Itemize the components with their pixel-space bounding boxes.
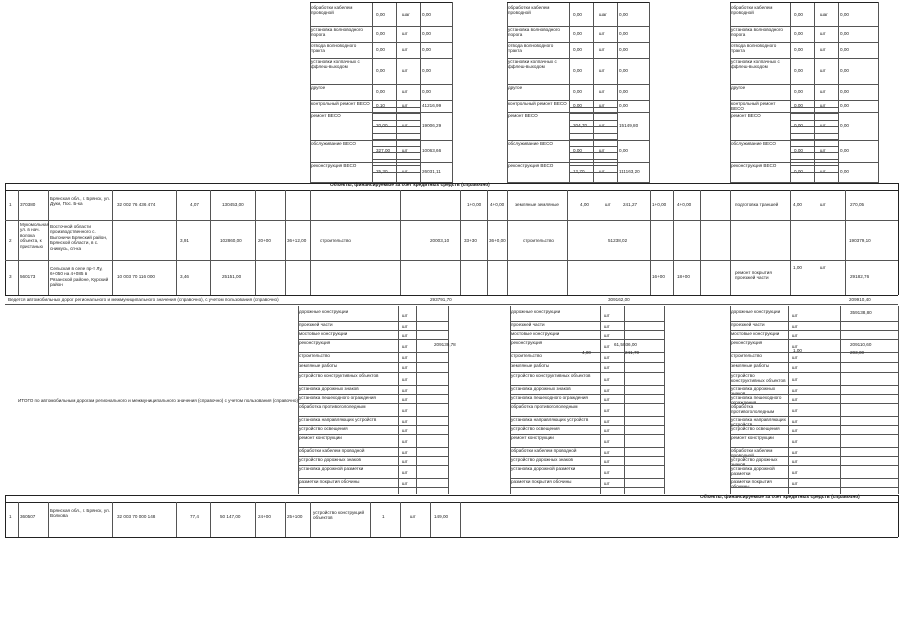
row-label: установки колпачных с ффлеш-выходом xyxy=(731,59,780,70)
row-code: 360507 xyxy=(20,514,36,519)
row-unit: шт xyxy=(792,407,798,413)
row-label: устройство освещения xyxy=(511,426,560,431)
row-unit: шт xyxy=(605,202,611,207)
row-unit: шт xyxy=(599,169,605,174)
row-km-end-2: 18+00 xyxy=(677,274,690,279)
row-unit: шт xyxy=(599,148,605,153)
row-value: 0,00 xyxy=(376,68,385,73)
row-km-end-2: 36+0,00 xyxy=(489,238,506,243)
row-value: 0,00 xyxy=(794,148,803,153)
mid-col3-d: 203,00 xyxy=(850,350,865,355)
mid-left-label: ИТОГО по автомобильным дорогам регионального и межмуниципального значения (справочно) с учетом пользования (справочно) xyxy=(18,398,298,403)
row-address: Брянская обл., г. Брянск, ул. Волкова xyxy=(50,508,110,519)
row-amount: 0,00 xyxy=(619,12,628,17)
row-value: 204,70 xyxy=(573,123,588,128)
row-unit: шт xyxy=(599,68,605,73)
row-unit-2: шт xyxy=(820,265,826,270)
row-qty-2: 1,00 xyxy=(793,265,802,270)
row-length: 4,07 xyxy=(190,202,199,207)
mid-amount: 209139,78 xyxy=(434,342,456,347)
row-value: 0,00 xyxy=(376,12,385,17)
row-unit: шт xyxy=(820,47,826,52)
mid-col3-c: 1,00 xyxy=(793,348,802,353)
row-amount: 19006,29 xyxy=(422,123,442,128)
row-label: установка дорожной разметки xyxy=(731,466,775,477)
row-label: установка пешеходного ограждения xyxy=(731,395,782,406)
row-unit: шт xyxy=(599,89,605,94)
row-unit: шаг xyxy=(820,12,828,17)
row-unit: шт xyxy=(604,323,610,329)
row-unit: шт xyxy=(402,376,408,382)
row-length: 3,91 xyxy=(180,238,189,243)
row-value: 0,00 xyxy=(794,89,803,94)
row-value: 0,00 xyxy=(376,89,385,94)
row-cost: 25151,00 xyxy=(222,274,242,279)
row-label: обработки кабелем проводной xyxy=(299,448,365,453)
row-unit: шт xyxy=(792,427,798,433)
row-unit: шт xyxy=(402,387,408,393)
mid-col2-amount: 61,5036,00 xyxy=(614,342,637,347)
row-unit: шт xyxy=(402,427,408,433)
row-unit: шт xyxy=(402,169,408,174)
row-unit: шт xyxy=(604,332,610,338)
row-unit: шт xyxy=(604,449,610,455)
row-label: отвода волноводного тракта xyxy=(508,43,554,54)
row-label: контрольный ремонт ВЕСО xyxy=(311,101,370,106)
row-unit: шт xyxy=(402,332,408,338)
row-label: земляные работы xyxy=(299,363,338,368)
row-unit: шт xyxy=(820,68,826,73)
row-unit: шт xyxy=(792,365,798,370)
row-value: 0,00 xyxy=(794,123,803,128)
row-unit-2: шт xyxy=(820,202,826,207)
row-work: земляные земляные xyxy=(515,202,559,207)
row-number: 3 xyxy=(9,274,12,279)
row-unit: шт xyxy=(604,387,610,393)
row-unit: шт xyxy=(604,312,610,318)
row-label: отвода волноводного тракта xyxy=(311,43,357,54)
row-km-start-2: 16+00 xyxy=(652,274,665,279)
row-number: 1 xyxy=(9,514,12,519)
row-label: проезжей части xyxy=(511,322,545,327)
row-amount: 0,00 xyxy=(840,103,849,108)
row-work-2: строительство xyxy=(523,238,554,243)
row-amount: 0,00 xyxy=(840,47,849,52)
row-label: ремонт конструкции xyxy=(511,435,554,440)
row-label: устройство освещения xyxy=(731,426,780,431)
row-label: реконструкция ВЕСО xyxy=(731,163,777,168)
row-label: ремонт ВЕСО xyxy=(311,113,341,118)
row-label: разметки покрытия обочины xyxy=(299,479,360,484)
row-sum-2: 270,05 xyxy=(850,202,865,207)
row-label: другое xyxy=(311,85,326,90)
subtotal-3: 209910,40 xyxy=(849,297,871,302)
row-km-end-2: 4+0,00 xyxy=(677,202,692,207)
row-work-2: подготовка траншей xyxy=(735,202,779,207)
row-km-start-2: 1+0,00 xyxy=(652,202,667,207)
row-value: 0,00 xyxy=(376,47,385,52)
row-unit: шт xyxy=(599,103,605,108)
row-cost: 50 147,00 xyxy=(220,514,241,519)
row-sum: 241,27 xyxy=(623,202,638,207)
row-amount: 0,00 xyxy=(840,68,849,73)
row-unit: шт xyxy=(410,514,416,519)
row-label: обработки кабелем проводной xyxy=(311,5,353,16)
row-value: 0,00 xyxy=(573,103,582,108)
row-length: 77,4 xyxy=(190,514,199,519)
row-label: установка направляющих устройств xyxy=(731,417,786,428)
row-label: устройство конструктивных объектов xyxy=(511,373,591,378)
row-label: устройство дорожных знаков xyxy=(299,457,361,462)
row-label: ремонт конструкции xyxy=(731,435,774,440)
row-unit: шт xyxy=(604,438,610,444)
row-unit: шаг xyxy=(599,12,607,17)
row-label: обработка противогололедным xyxy=(299,404,366,409)
row-code: Мукомольная ул. в нач. волока объекта, к пристанью xyxy=(20,222,50,249)
row-qty: 4,00 xyxy=(580,202,589,207)
row-label: земляные работы xyxy=(731,363,770,368)
row-amount: 0,00 xyxy=(619,89,628,94)
row-value: 0,00 xyxy=(573,12,582,17)
row-amount: 0,00 xyxy=(619,31,628,36)
row-label: установка дорожной разметки xyxy=(299,466,364,471)
row-label: обслуживание ВЕСО xyxy=(731,141,776,146)
row-label: обработки кабелем проводной xyxy=(511,448,577,453)
row-value: 12,70 xyxy=(573,169,585,174)
mid-col2-extra: 241,70 xyxy=(625,350,640,355)
row-value: 0,10 xyxy=(376,103,385,108)
row-inn: 32 002 76 436 474 xyxy=(117,202,156,207)
row-label: строительство xyxy=(731,353,762,358)
row-label: устройство конструктивных объектов xyxy=(299,373,379,378)
row-label: обработка противогололедным xyxy=(511,404,578,409)
row-unit: шт xyxy=(792,376,798,382)
row-value: 0,00 xyxy=(794,31,803,36)
row-label: реконструкция ВЕСО xyxy=(311,163,357,168)
row-value: 0,00 xyxy=(573,47,582,52)
row-label: реконструкция xyxy=(731,340,763,345)
row-unit: шт xyxy=(599,123,605,128)
subtotal-label: Ведется автомобильных дорог регионального и межмуниципального значения (справочно), с учетом пользования (справочно) xyxy=(8,297,279,302)
row-unit: шт xyxy=(599,47,605,52)
row-label: дорожные конструкции xyxy=(299,309,349,314)
row-amount: 10063,66 xyxy=(422,148,442,153)
row-unit: шт xyxy=(604,407,610,413)
row-value: 0,00 xyxy=(573,31,582,36)
row-label: установка направляющих устройств xyxy=(511,417,589,422)
row-unit: шт xyxy=(820,123,826,128)
row-length: 3,46 xyxy=(180,274,189,279)
row-amount: 0,00 xyxy=(422,47,431,52)
row-value: 0,00 xyxy=(794,169,803,174)
row-number: 2 xyxy=(9,238,12,243)
row-unit: шт xyxy=(604,469,610,475)
row-code: 370380 xyxy=(20,202,36,207)
section-header: Объекты, финансируемые за счет кредитных средств (справочно) xyxy=(330,183,490,188)
row-unit: шт xyxy=(402,148,408,153)
row-unit: шт xyxy=(402,31,408,36)
row-label: ремонт конструкции xyxy=(299,435,342,440)
row-value: 20,00 xyxy=(376,123,388,128)
row-amount: 0,00 xyxy=(840,123,849,128)
row-address: Восточной области производственного с. Выгоничи Брянский район, Брянской области, в с. снимусь, сп-ка xyxy=(50,224,108,251)
row-label: контрольный ремонт ВЕСО xyxy=(508,101,567,106)
row-unit: шт xyxy=(820,103,826,108)
row-total: 190379,10 xyxy=(849,238,871,243)
row-label: ремонт ВЕСО xyxy=(731,113,761,118)
row-label: установка дорожных знаков xyxy=(731,386,776,397)
row-label: строительство xyxy=(511,353,542,358)
row-code: 560173 xyxy=(20,274,36,279)
row-unit: шт xyxy=(792,323,798,329)
row-unit: шт xyxy=(604,355,610,360)
row-label: устройство дорожных знаков xyxy=(511,457,573,462)
row-unit: шт xyxy=(604,427,610,433)
row-number: 1 xyxy=(9,202,12,207)
row-cost: 102860,00 xyxy=(220,238,242,243)
row-unit: шт xyxy=(604,376,610,382)
row-unit: шт xyxy=(402,103,408,108)
row-label: установка направляющих устройств xyxy=(299,417,377,422)
row-label: установка волноводного порога xyxy=(508,27,560,38)
row-amount: 111163,20 xyxy=(619,169,640,174)
row-work: строительство xyxy=(320,238,351,243)
row-label: другое xyxy=(508,85,523,90)
mid-col3-b: 209110,60 xyxy=(850,342,872,347)
row-sum-2: 29182,76 xyxy=(850,274,870,279)
row-label: обработки кабелем проводной xyxy=(731,5,773,16)
row-unit: шт xyxy=(792,355,798,360)
row-unit: шт xyxy=(792,449,798,455)
row-unit: шт xyxy=(599,31,605,36)
row-unit: шт xyxy=(402,355,408,360)
row-unit: шт xyxy=(402,123,408,128)
row-unit: шт xyxy=(792,469,798,475)
row-unit: шт xyxy=(402,396,408,402)
row-unit: шт xyxy=(604,343,610,349)
row-unit: шт xyxy=(820,148,826,153)
row-unit: шт xyxy=(402,89,408,94)
row-unit: шт xyxy=(820,89,826,94)
row-amount: 15149,80 xyxy=(619,123,639,128)
row-amount: 0,00 xyxy=(619,148,628,153)
row-work: устройство конструкций объектов xyxy=(313,510,365,521)
row-sum: 149,00 xyxy=(434,514,449,519)
row-amount: 0,00 xyxy=(422,31,431,36)
row-amount: 0,00 xyxy=(840,12,849,17)
row-km-start: 24+00 xyxy=(258,514,271,519)
row-label: установка дорожных знаков xyxy=(511,386,571,391)
subtotal-2: 309162,00 xyxy=(608,297,630,302)
row-cost: 130453,00 xyxy=(222,202,244,207)
row-label: ремонт ВЕСО xyxy=(508,113,538,118)
row-value: 0,00 xyxy=(794,103,803,108)
row-unit: шт xyxy=(402,458,408,464)
row-unit: шт xyxy=(402,469,408,475)
row-sum-2: 51238,02 xyxy=(608,238,628,243)
row-amount: 0,00 xyxy=(422,89,431,94)
row-address: Брянская обл., г. Брянск, ул. Дуки, Пос. Б-ка xyxy=(50,196,110,207)
row-value: 0,00 xyxy=(573,89,582,94)
row-label: контрольный ремонт ВЕСО xyxy=(731,101,776,112)
row-value: 327,00 xyxy=(376,148,391,153)
row-qty: 1 xyxy=(382,514,385,519)
row-value: 0,00 xyxy=(376,31,385,36)
row-label: проезжей части xyxy=(299,322,333,327)
row-value: 25,30 xyxy=(376,169,388,174)
row-label: обслуживание ВЕСО xyxy=(508,141,553,146)
row-amount: 0,00 xyxy=(619,47,628,52)
row-km-end: 4+0,00 xyxy=(490,202,505,207)
row-unit: шт xyxy=(792,396,798,402)
row-km-start: 1+0,00 xyxy=(467,202,482,207)
row-label: другое xyxy=(731,85,746,90)
row-label: устройство дорожных знаков xyxy=(731,457,778,468)
row-sum: 20003,10 xyxy=(430,238,450,243)
row-amount: 0,00 xyxy=(619,68,628,73)
row-amount: 0,00 xyxy=(840,148,849,153)
row-unit: шт xyxy=(792,387,798,393)
row-label: установка волноводного порога xyxy=(731,27,783,38)
row-value: 0,00 xyxy=(794,47,803,52)
row-unit: шт xyxy=(402,343,408,349)
row-value: 0,00 xyxy=(573,148,582,153)
row-unit: шт xyxy=(402,480,408,486)
row-value: 0,00 xyxy=(573,68,582,73)
row-label: разметки покрытия обочины xyxy=(511,479,572,484)
row-unit: шт xyxy=(402,323,408,329)
row-label: обработка противогололедным xyxy=(731,404,775,415)
row-label: установка пешеходного ограждения xyxy=(299,395,376,400)
row-label: установка волноводного порога xyxy=(311,27,363,38)
row-unit: шт xyxy=(792,343,798,349)
row-unit: шт xyxy=(604,365,610,370)
row-label: устройство конструктивных объектов xyxy=(731,373,786,384)
row-unit: шт xyxy=(604,480,610,486)
row-unit: шт xyxy=(402,407,408,413)
row-amount: 41216,99 xyxy=(422,103,442,108)
row-km-start-2: 33+30 xyxy=(464,238,477,243)
row-label: земляные работы xyxy=(511,363,550,368)
row-km-start: 20+00 xyxy=(258,238,271,243)
row-label: разметки покрытия обочины xyxy=(731,479,772,490)
row-unit: шт xyxy=(402,68,408,73)
row-work-2: ремонт покрытия проезжей части xyxy=(735,270,772,281)
row-unit: шт xyxy=(402,418,408,424)
row-inn: 10 003 70 116 000 xyxy=(117,274,155,279)
row-address: Сельская в селе пр-т Лу, 6+050 на 4+085 в Рязанской районе, Курский район xyxy=(50,266,109,288)
row-label: установка дорожных знаков xyxy=(299,386,359,391)
row-amount: 26031,11 xyxy=(422,169,441,174)
subtotal-1: 293791,70 xyxy=(430,297,452,302)
row-unit: шт xyxy=(820,169,826,174)
row-label: установка дорожной разметки xyxy=(511,466,576,471)
row-km-end: 36+12,00 xyxy=(287,238,307,243)
row-label: обработки кабелем проводной xyxy=(508,5,550,16)
row-label: строительство xyxy=(299,353,330,358)
row-label: дорожные конструкции xyxy=(511,309,561,314)
row-label: дорожные конструкции xyxy=(731,309,781,314)
row-unit: шт xyxy=(792,480,798,486)
row-unit: шт xyxy=(792,332,798,338)
row-inn: 32 003 70 000 148 xyxy=(117,514,156,519)
row-unit: шт xyxy=(402,312,408,318)
row-unit: шт xyxy=(792,458,798,464)
row-label: мостовые конструкции xyxy=(731,331,780,336)
row-unit: шт xyxy=(402,47,408,52)
row-amount: 0,00 xyxy=(422,68,431,73)
row-label: реконструкция xyxy=(299,340,331,345)
row-label: обработки кабелем проводной xyxy=(731,448,773,459)
row-unit: шт xyxy=(402,365,408,370)
row-unit: шт xyxy=(402,438,408,444)
row-unit: шт xyxy=(604,396,610,402)
row-amount: 0,00 xyxy=(422,12,431,17)
row-unit: шт xyxy=(820,31,826,36)
row-amount: 0,00 xyxy=(619,103,628,108)
row-unit: шт xyxy=(604,418,610,424)
row-label: устройство освещения xyxy=(299,426,348,431)
row-unit: шт xyxy=(402,449,408,455)
row-amount: 0,00 xyxy=(840,31,849,36)
row-amount: 0,00 xyxy=(840,89,849,94)
row-label: установки колпачных с ффлеш-выходом xyxy=(311,59,360,70)
row-label: реконструкция xyxy=(511,340,543,345)
row-unit: шт xyxy=(792,312,798,318)
row-label: мостовые конструкции xyxy=(511,331,560,336)
row-label: отвода волноводного тракта xyxy=(731,43,777,54)
row-value: 0,00 xyxy=(794,12,803,17)
mid-col3-a: 359138,80 xyxy=(850,310,872,315)
row-unit: шаг xyxy=(402,12,410,17)
row-label: реконструкция ВЕСО xyxy=(508,163,554,168)
row-label: установки колпачных с ффлеш-выходом xyxy=(508,59,557,70)
row-unit: шт xyxy=(604,458,610,464)
mid-col2-qty: 4,00 xyxy=(582,350,591,355)
section-header-2: Объекты, финансируемые за счет кредитных средств (справочно) xyxy=(700,495,860,500)
row-label: обслуживание ВЕСО xyxy=(311,141,356,146)
row-label: установка пешеходного ограждения xyxy=(511,395,588,400)
row-qty-2: 4,00 xyxy=(793,202,802,207)
row-unit: шт xyxy=(792,418,798,424)
row-amount: 0,00 xyxy=(840,169,849,174)
row-unit: шт xyxy=(792,438,798,444)
row-value: 0,00 xyxy=(794,68,803,73)
row-km-end: 25+100 xyxy=(287,514,303,519)
row-label: мостовые конструкции xyxy=(299,331,348,336)
row-label: проезжей части xyxy=(731,322,765,327)
